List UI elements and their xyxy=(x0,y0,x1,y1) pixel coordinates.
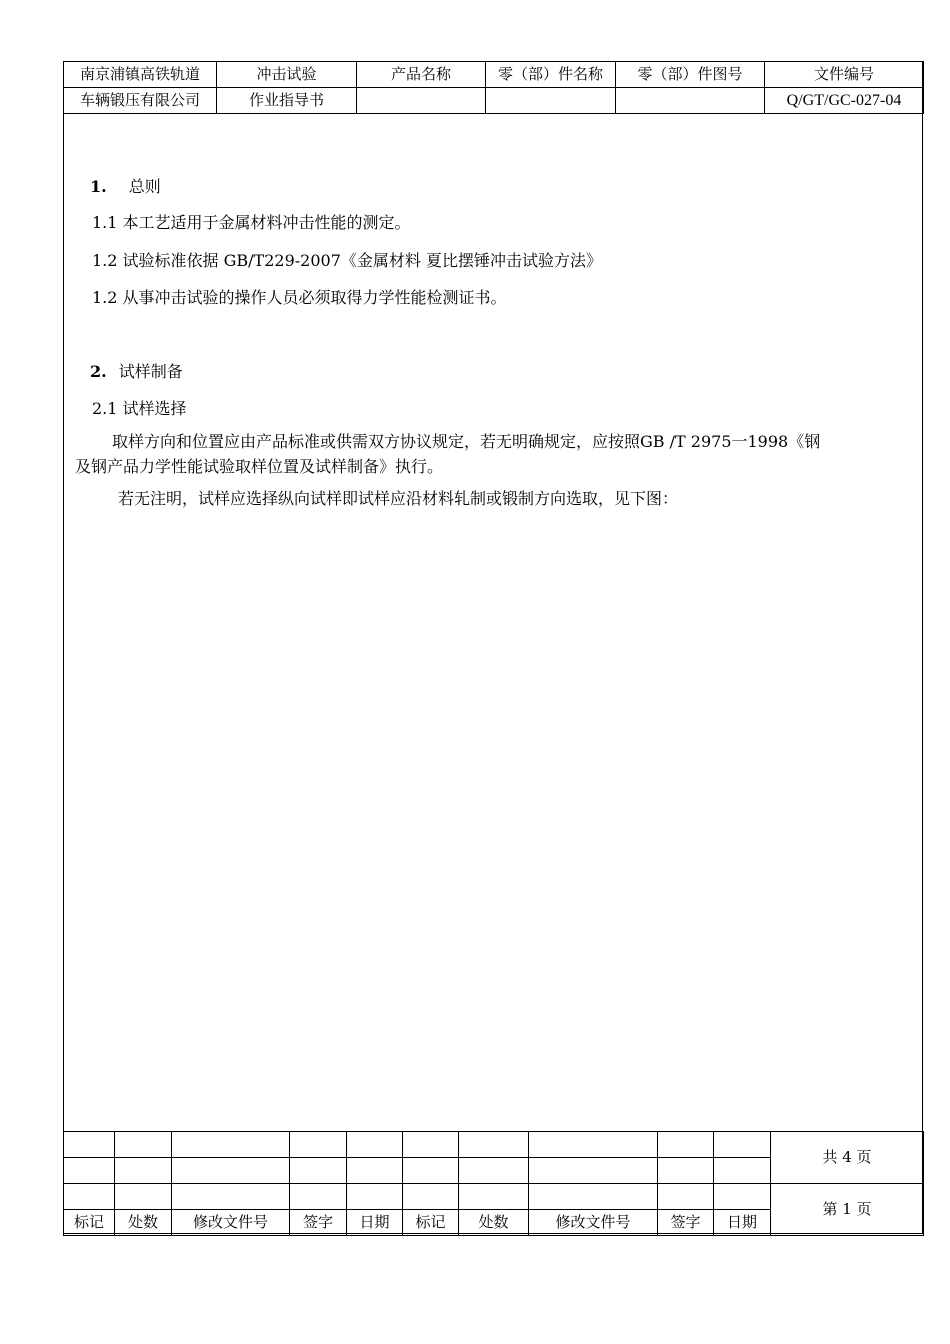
col-count-label: 处数 xyxy=(115,1210,172,1236)
clause-1-3: 1.2 从事冲击试验的操作人员必须取得力学性能检测证书。 xyxy=(92,288,507,307)
clause-1-2: 1.2 试验标准依据 GB/T229-2007《金属材料 夏比摆锤冲击试验方法》 xyxy=(92,251,602,270)
section-1-title: 总则 xyxy=(128,177,161,196)
part-drawing-value xyxy=(616,88,765,114)
doc-type-line2: 作业指导书 xyxy=(217,88,357,114)
file-no-value: Q/GT/GC-027-04 xyxy=(765,88,924,114)
company-name-line1: 南京浦镇高铁轨道 xyxy=(64,62,217,88)
product-name-value xyxy=(357,88,486,114)
company-name-line2: 车辆锻压有限公司 xyxy=(64,88,217,114)
clause-1-1: 1.1 本工艺适用于金属材料冲击性能的测定。 xyxy=(92,213,411,232)
col-change-doc-label: 修改文件号 xyxy=(172,1210,290,1236)
paragraph-1-line1: 取样方向和位置应由产品标准或供需双方协议规定，若无明确规定，应按照GB /T 2975一1998《钢 xyxy=(112,432,821,451)
col-sign-label: 签字 xyxy=(290,1210,347,1236)
col-date-label-2: 日期 xyxy=(714,1210,771,1236)
col-change-doc-label-2: 修改文件号 xyxy=(529,1210,658,1236)
header-table xyxy=(63,61,924,114)
page-number: 第 1 页 xyxy=(771,1184,924,1236)
file-no-label: 文件编号 xyxy=(765,62,924,88)
section-1-heading xyxy=(90,174,161,197)
part-name-label: 零（部）件名称 xyxy=(486,62,616,88)
clause-2-1: 2.1 试样选择 xyxy=(92,399,187,418)
part-name-value xyxy=(486,88,616,114)
col-count-label-2: 处数 xyxy=(459,1210,529,1236)
page-frame xyxy=(63,61,923,1234)
revision-table xyxy=(63,1131,924,1236)
doc-type-line1: 冲击试验 xyxy=(217,62,357,88)
col-date-label: 日期 xyxy=(347,1210,403,1236)
section-2-number: 2. xyxy=(90,362,107,381)
section-1-number: 1. xyxy=(90,177,107,196)
col-sign-label-2: 签字 xyxy=(658,1210,714,1236)
section-2-title: 试样制备 xyxy=(118,362,183,381)
paragraph-2: 若无注明，试样应选择纵向试样即试样应沿材料轧制或锻制方向选取，见下图： xyxy=(118,489,679,508)
total-pages: 共 4 页 xyxy=(771,1132,924,1184)
paragraph-1-line2: 及钢产品力学性能试验取样位置及试样制备》执行。 xyxy=(75,457,444,476)
col-mark-label-2: 标记 xyxy=(403,1210,459,1236)
part-drawing-label: 零（部）件图号 xyxy=(616,62,765,88)
section-2-heading xyxy=(90,359,183,382)
product-name-label: 产品名称 xyxy=(357,62,486,88)
col-mark-label: 标记 xyxy=(64,1210,115,1236)
